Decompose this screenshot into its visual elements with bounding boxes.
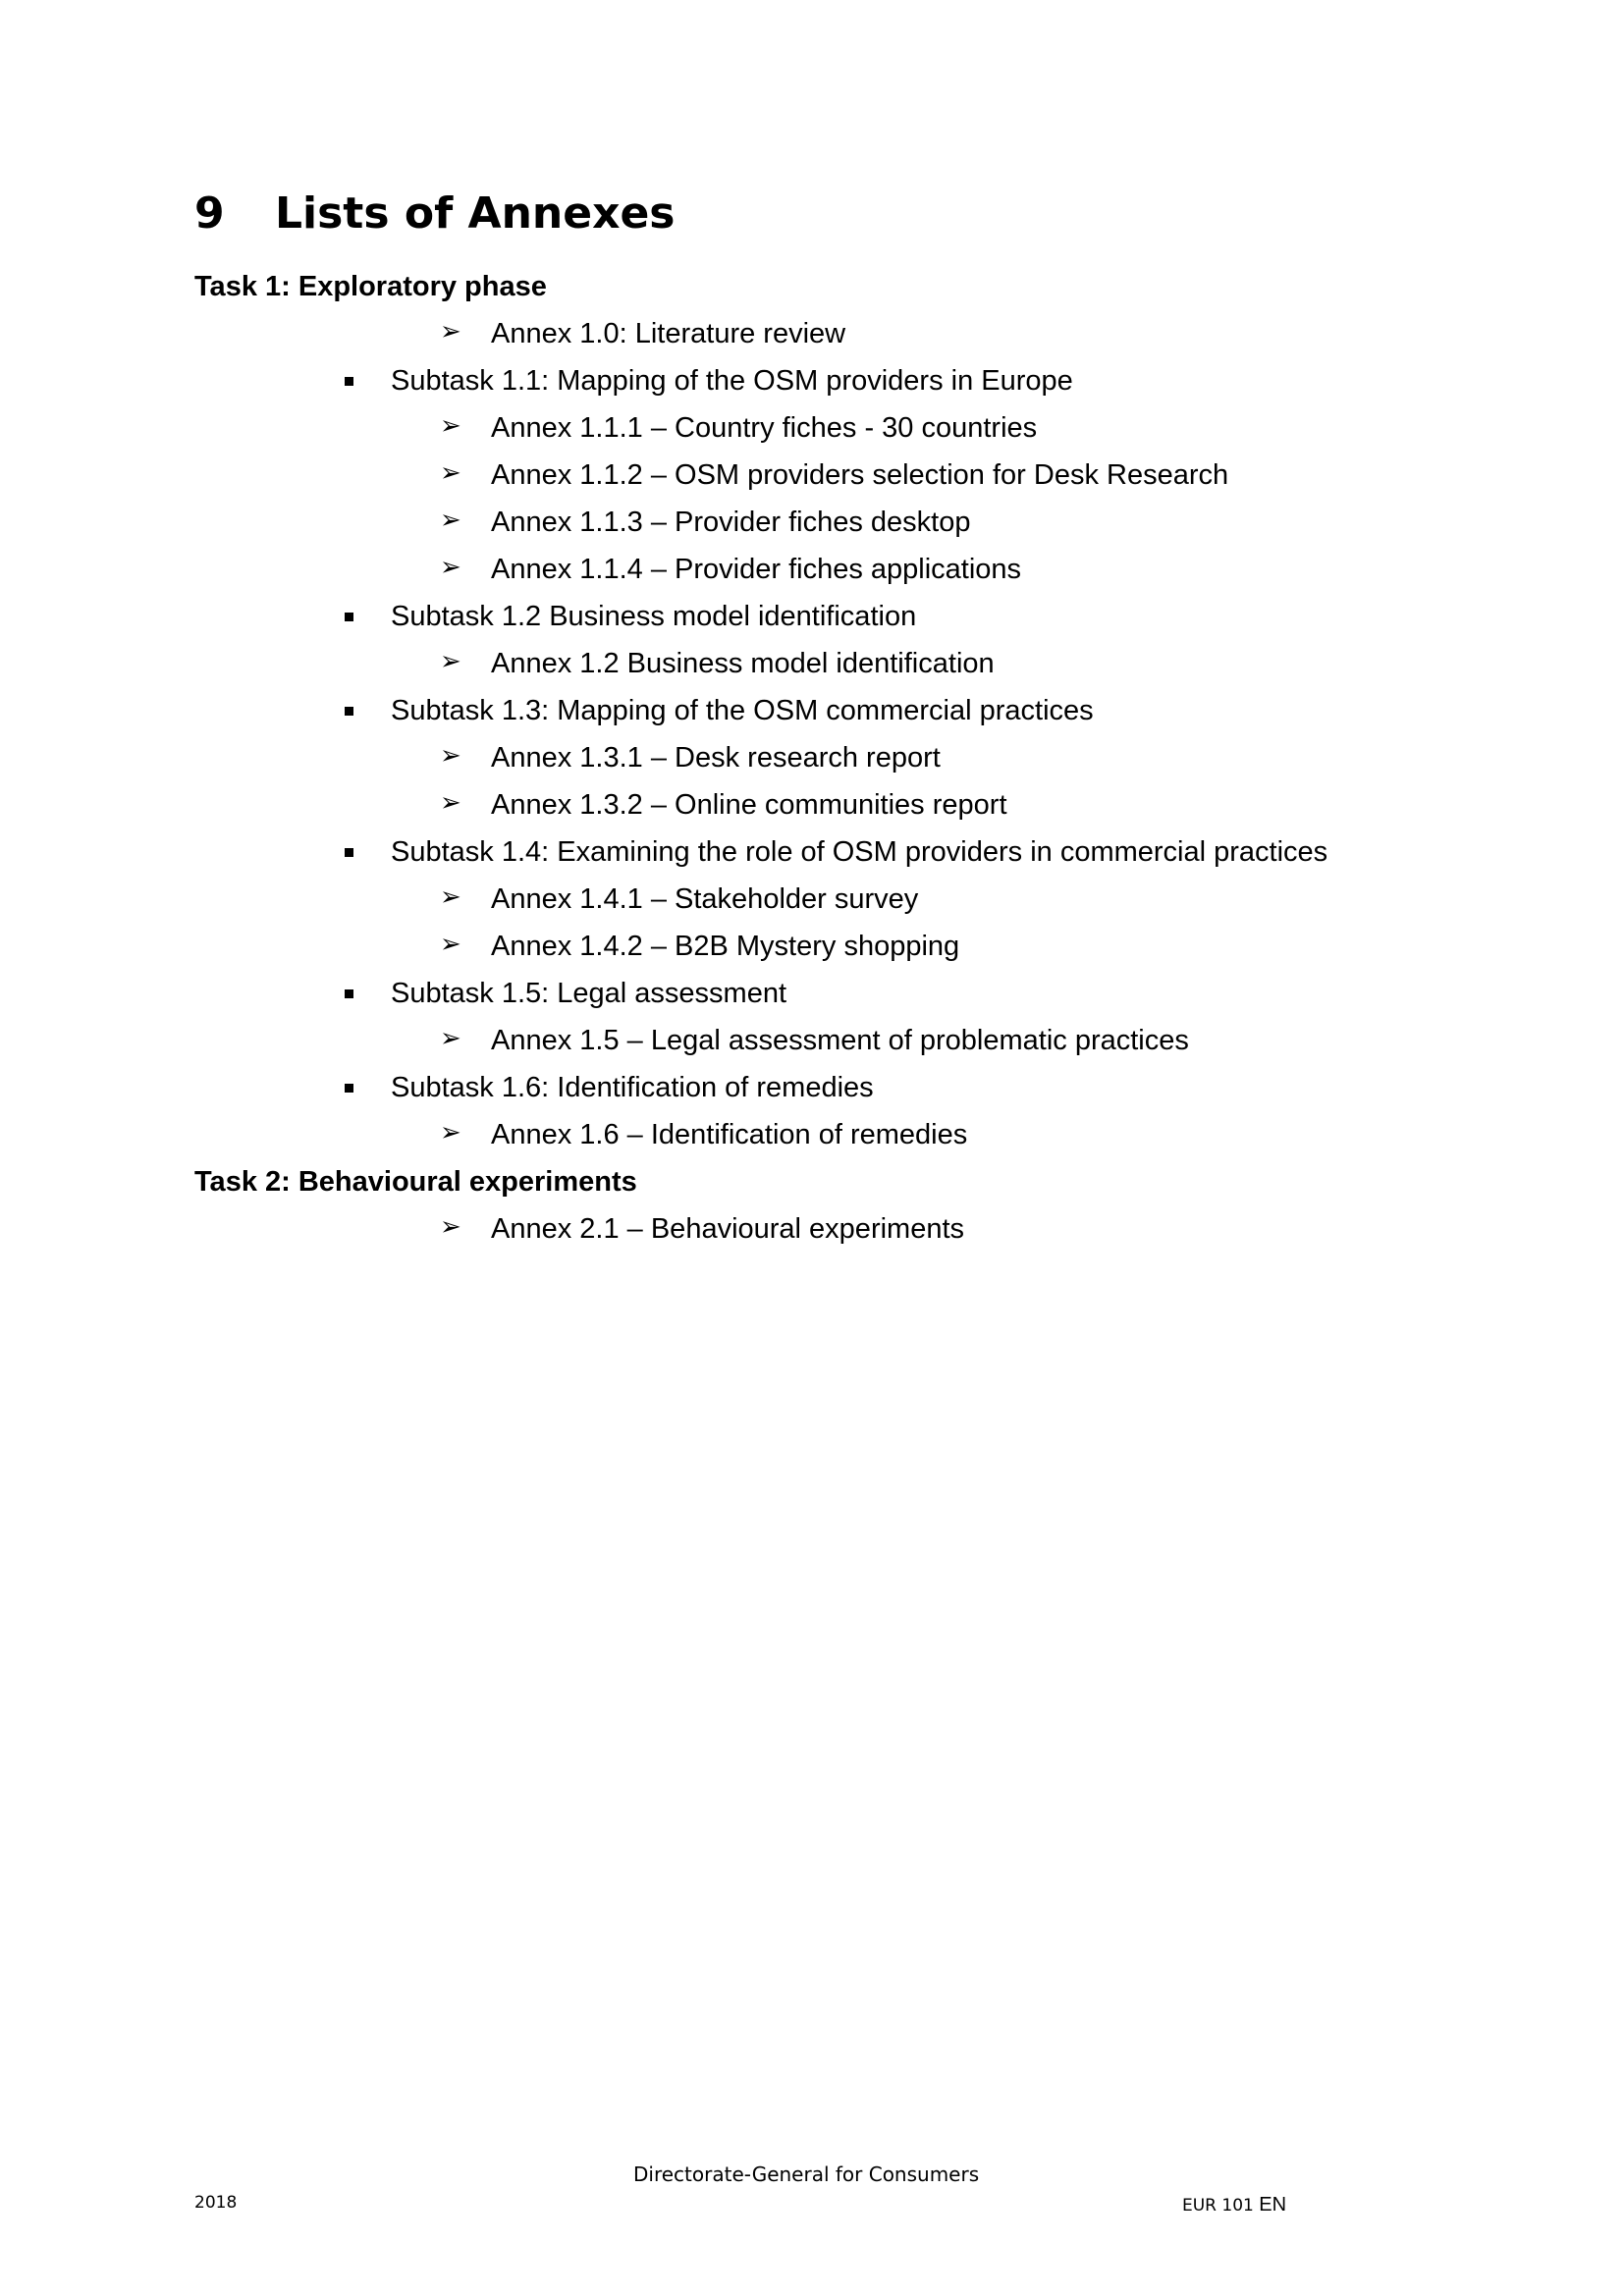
arrow-bullet-icon: ➢ xyxy=(440,930,461,959)
footer-code-number: EUR 101 xyxy=(1182,2196,1254,2216)
square-bullet-icon xyxy=(345,613,353,621)
square-bullet-icon xyxy=(345,989,353,998)
annex-item: ➢ Annex 1.6 – Identification of remedies xyxy=(440,1118,968,1150)
arrow-bullet-icon: ➢ xyxy=(440,458,461,488)
subtask-item: Subtask 1.1: Mapping of the OSM providers in Europe xyxy=(391,367,1073,396)
annex-item: ➢ Annex 1.3.2 – Online communities report xyxy=(440,788,1007,821)
footer-year: 2018 xyxy=(194,2193,238,2213)
subtask-item: Subtask 1.4: Examining the role of OSM providers in commercial practices xyxy=(391,838,1327,867)
footer-code xyxy=(1182,2195,1286,2215)
footer-lang: EN xyxy=(1259,2194,1287,2216)
heading-title: Lists of Annexes xyxy=(275,188,676,239)
arrow-bullet-icon: ➢ xyxy=(440,1118,461,1148)
annex-item: ➢ Annex 1.4.1 – Stakeholder survey xyxy=(440,882,919,915)
arrow-bullet-icon: ➢ xyxy=(440,647,461,676)
arrow-bullet-icon: ➢ xyxy=(440,1212,461,1242)
heading-number: 9 xyxy=(194,188,225,239)
arrow-bullet-icon: ➢ xyxy=(440,882,461,912)
annex-item: ➢ Annex 1.2 Business model identification xyxy=(440,647,995,679)
arrow-bullet-icon: ➢ xyxy=(440,741,461,771)
arrow-bullet-icon: ➢ xyxy=(440,553,461,582)
arrow-bullet-icon: ➢ xyxy=(440,411,461,441)
subtask-item: Subtask 1.6: Identification of remedies xyxy=(391,1074,874,1102)
square-bullet-icon xyxy=(345,848,353,857)
subtask-item: Subtask 1.5: Legal assessment xyxy=(391,980,786,1008)
annex-item: ➢ Annex 1.1.4 – Provider fiches applications xyxy=(440,553,1022,585)
annex-item: ➢ Annex 2.1 – Behavioural experiments xyxy=(440,1212,965,1245)
annex-item: ➢ Annex 1.1.3 – Provider fiches desktop xyxy=(440,506,971,538)
annex-item: ➢ Annex 1.3.1 – Desk research report xyxy=(440,741,941,774)
subtask-item: Subtask 1.3: Mapping of the OSM commercial practices xyxy=(391,697,1094,725)
footer-center: Directorate-General for Consumers xyxy=(633,2163,980,2186)
annex-item: ➢ Annex 1.0: Literature review xyxy=(440,317,846,349)
square-bullet-icon xyxy=(345,707,353,716)
square-bullet-icon xyxy=(345,377,353,386)
square-bullet-icon xyxy=(345,1084,353,1093)
arrow-bullet-icon: ➢ xyxy=(440,317,461,347)
task-1-title: Task 1: Exploratory phase xyxy=(194,271,547,302)
arrow-bullet-icon: ➢ xyxy=(440,1024,461,1053)
annex-item: ➢ Annex 1.4.2 – B2B Mystery shopping xyxy=(440,930,960,962)
page-title xyxy=(194,188,676,239)
annex-item: ➢ Annex 1.1.2 – OSM providers selection for Desk Research xyxy=(440,458,1229,491)
annex-item: ➢ Annex 1.1.1 – Country fiches - 30 countries xyxy=(440,411,1038,444)
annex-item: ➢ Annex 1.5 – Legal assessment of problematic practices xyxy=(440,1024,1189,1056)
subtask-item: Subtask 1.2 Business model identification xyxy=(391,603,916,631)
task-2-title: Task 2: Behavioural experiments xyxy=(194,1166,637,1198)
arrow-bullet-icon: ➢ xyxy=(440,788,461,818)
arrow-bullet-icon: ➢ xyxy=(440,506,461,535)
